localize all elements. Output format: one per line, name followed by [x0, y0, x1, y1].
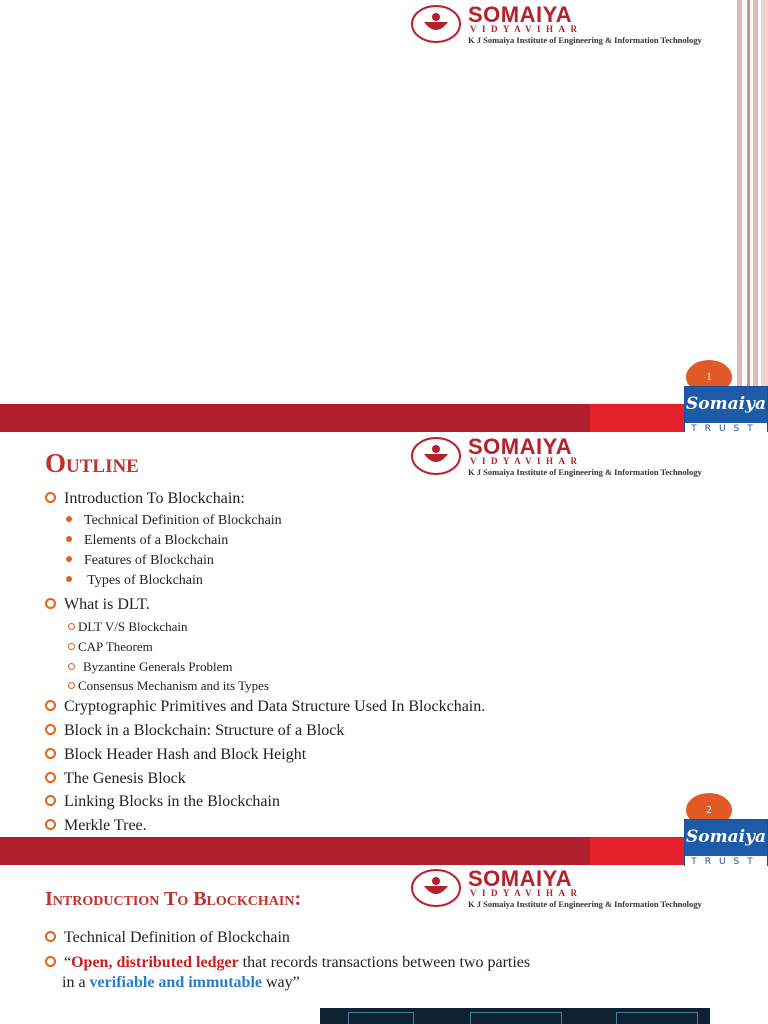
outline-item: Block in a Blockchain: Structure of a Block: [45, 722, 344, 740]
brand-name: SOMAIYA: [468, 2, 573, 27]
outline-item: Block Header Hash and Block Height: [45, 746, 306, 764]
brand-name: SOMAIYA: [468, 866, 573, 891]
ring-bullet-icon: [68, 643, 75, 650]
ring-bullet-icon: [45, 748, 56, 759]
brand-sub: VIDYAVIHAR: [470, 888, 583, 898]
slide-3: [0, 866, 768, 1024]
trust-logo-text: Somaiya: [685, 820, 767, 856]
outline-subitem: CAP Theorem: [68, 639, 153, 655]
outline-item: What is DLT.: [45, 596, 150, 614]
outline-item: Cryptographic Primitives and Data Structure Used In Blockchain.: [45, 698, 485, 716]
trust-label: TRUST: [691, 857, 761, 866]
ring-bullet-icon: [45, 795, 56, 806]
ring-bullet-icon: [45, 956, 56, 967]
somaiya-trust-logo: [684, 819, 768, 866]
outline-item: Linking Blocks in the Blockchain: [45, 793, 280, 811]
institute-name: K J Somaiya Institute of Engineering & Information Technology: [468, 467, 702, 477]
slide-title: Introduction To Blockchain:: [45, 888, 302, 910]
outline-subitem: Elements of a Blockchain: [66, 533, 228, 549]
outline-item: The Genesis Block: [45, 770, 186, 788]
slide-2: [0, 432, 768, 866]
ring-bullet-icon: [45, 772, 56, 783]
somaiya-logo: [410, 868, 755, 912]
intro-item: Technical Definition of Blockchain: [45, 929, 290, 947]
intro-item: “Open, distributed ledger that records transactions between two parties: [45, 954, 530, 972]
dot-bullet-icon: [66, 516, 72, 522]
footer-band: [0, 837, 768, 865]
brand-sub: VIDYAVIHAR: [470, 456, 583, 466]
ring-bullet-icon: [68, 663, 75, 670]
outline-subitem: Byzantine Generals Problem: [68, 659, 232, 675]
outline-subitem: Types of Blockchain: [66, 573, 203, 589]
decorative-stripes: [736, 0, 768, 432]
trust-logo-text: Somaiya: [685, 387, 767, 423]
ring-bullet-icon: [68, 623, 75, 630]
highlight-red: Open, distributed ledger: [71, 954, 239, 971]
outline-item: Introduction To Blockchain:: [45, 490, 245, 508]
blockchain-image: [320, 1008, 710, 1024]
ring-bullet-icon: [68, 682, 75, 689]
ring-bullet-icon: [45, 819, 56, 830]
outline-subitem: DLT V/S Blockchain: [68, 619, 188, 635]
outline-subitem: Technical Definition of Blockchain: [66, 513, 282, 529]
seal-icon: [410, 868, 462, 908]
institute-name: K J Somaiya Institute of Engineering & Information Technology: [468, 35, 702, 45]
page-number: 2: [686, 793, 732, 827]
intro-item-continuation: in a verifiable and immutable way”: [62, 974, 300, 991]
seal-icon: [410, 4, 462, 44]
ring-bullet-icon: [45, 724, 56, 735]
page-number: 1: [686, 360, 732, 394]
slide-1: [0, 0, 768, 432]
dot-bullet-icon: [66, 576, 72, 582]
dot-bullet-icon: [66, 556, 72, 562]
footer-band: [0, 404, 768, 432]
outline-item: Merkle Tree.: [45, 817, 147, 835]
brand-name: SOMAIYA: [468, 434, 573, 459]
institute-name: K J Somaiya Institute of Engineering & Information Technology: [468, 899, 702, 909]
seal-icon: [410, 436, 462, 476]
ring-bullet-icon: [45, 598, 56, 609]
highlight-blue: verifiable and immutable: [89, 974, 262, 991]
brand-sub: VIDYAVIHAR: [470, 24, 583, 34]
somaiya-logo: [410, 4, 755, 48]
dot-bullet-icon: [66, 536, 72, 542]
somaiya-logo: [410, 436, 755, 480]
ring-bullet-icon: [45, 700, 56, 711]
somaiya-trust-logo: [684, 386, 768, 432]
ring-bullet-icon: [45, 931, 56, 942]
outline-subitem: Consensus Mechanism and its Types: [68, 678, 269, 694]
ring-bullet-icon: [45, 492, 56, 503]
trust-label: TRUST: [691, 424, 761, 432]
outline-subitem: Features of Blockchain: [66, 553, 214, 569]
slide-title: Outline: [45, 448, 139, 478]
